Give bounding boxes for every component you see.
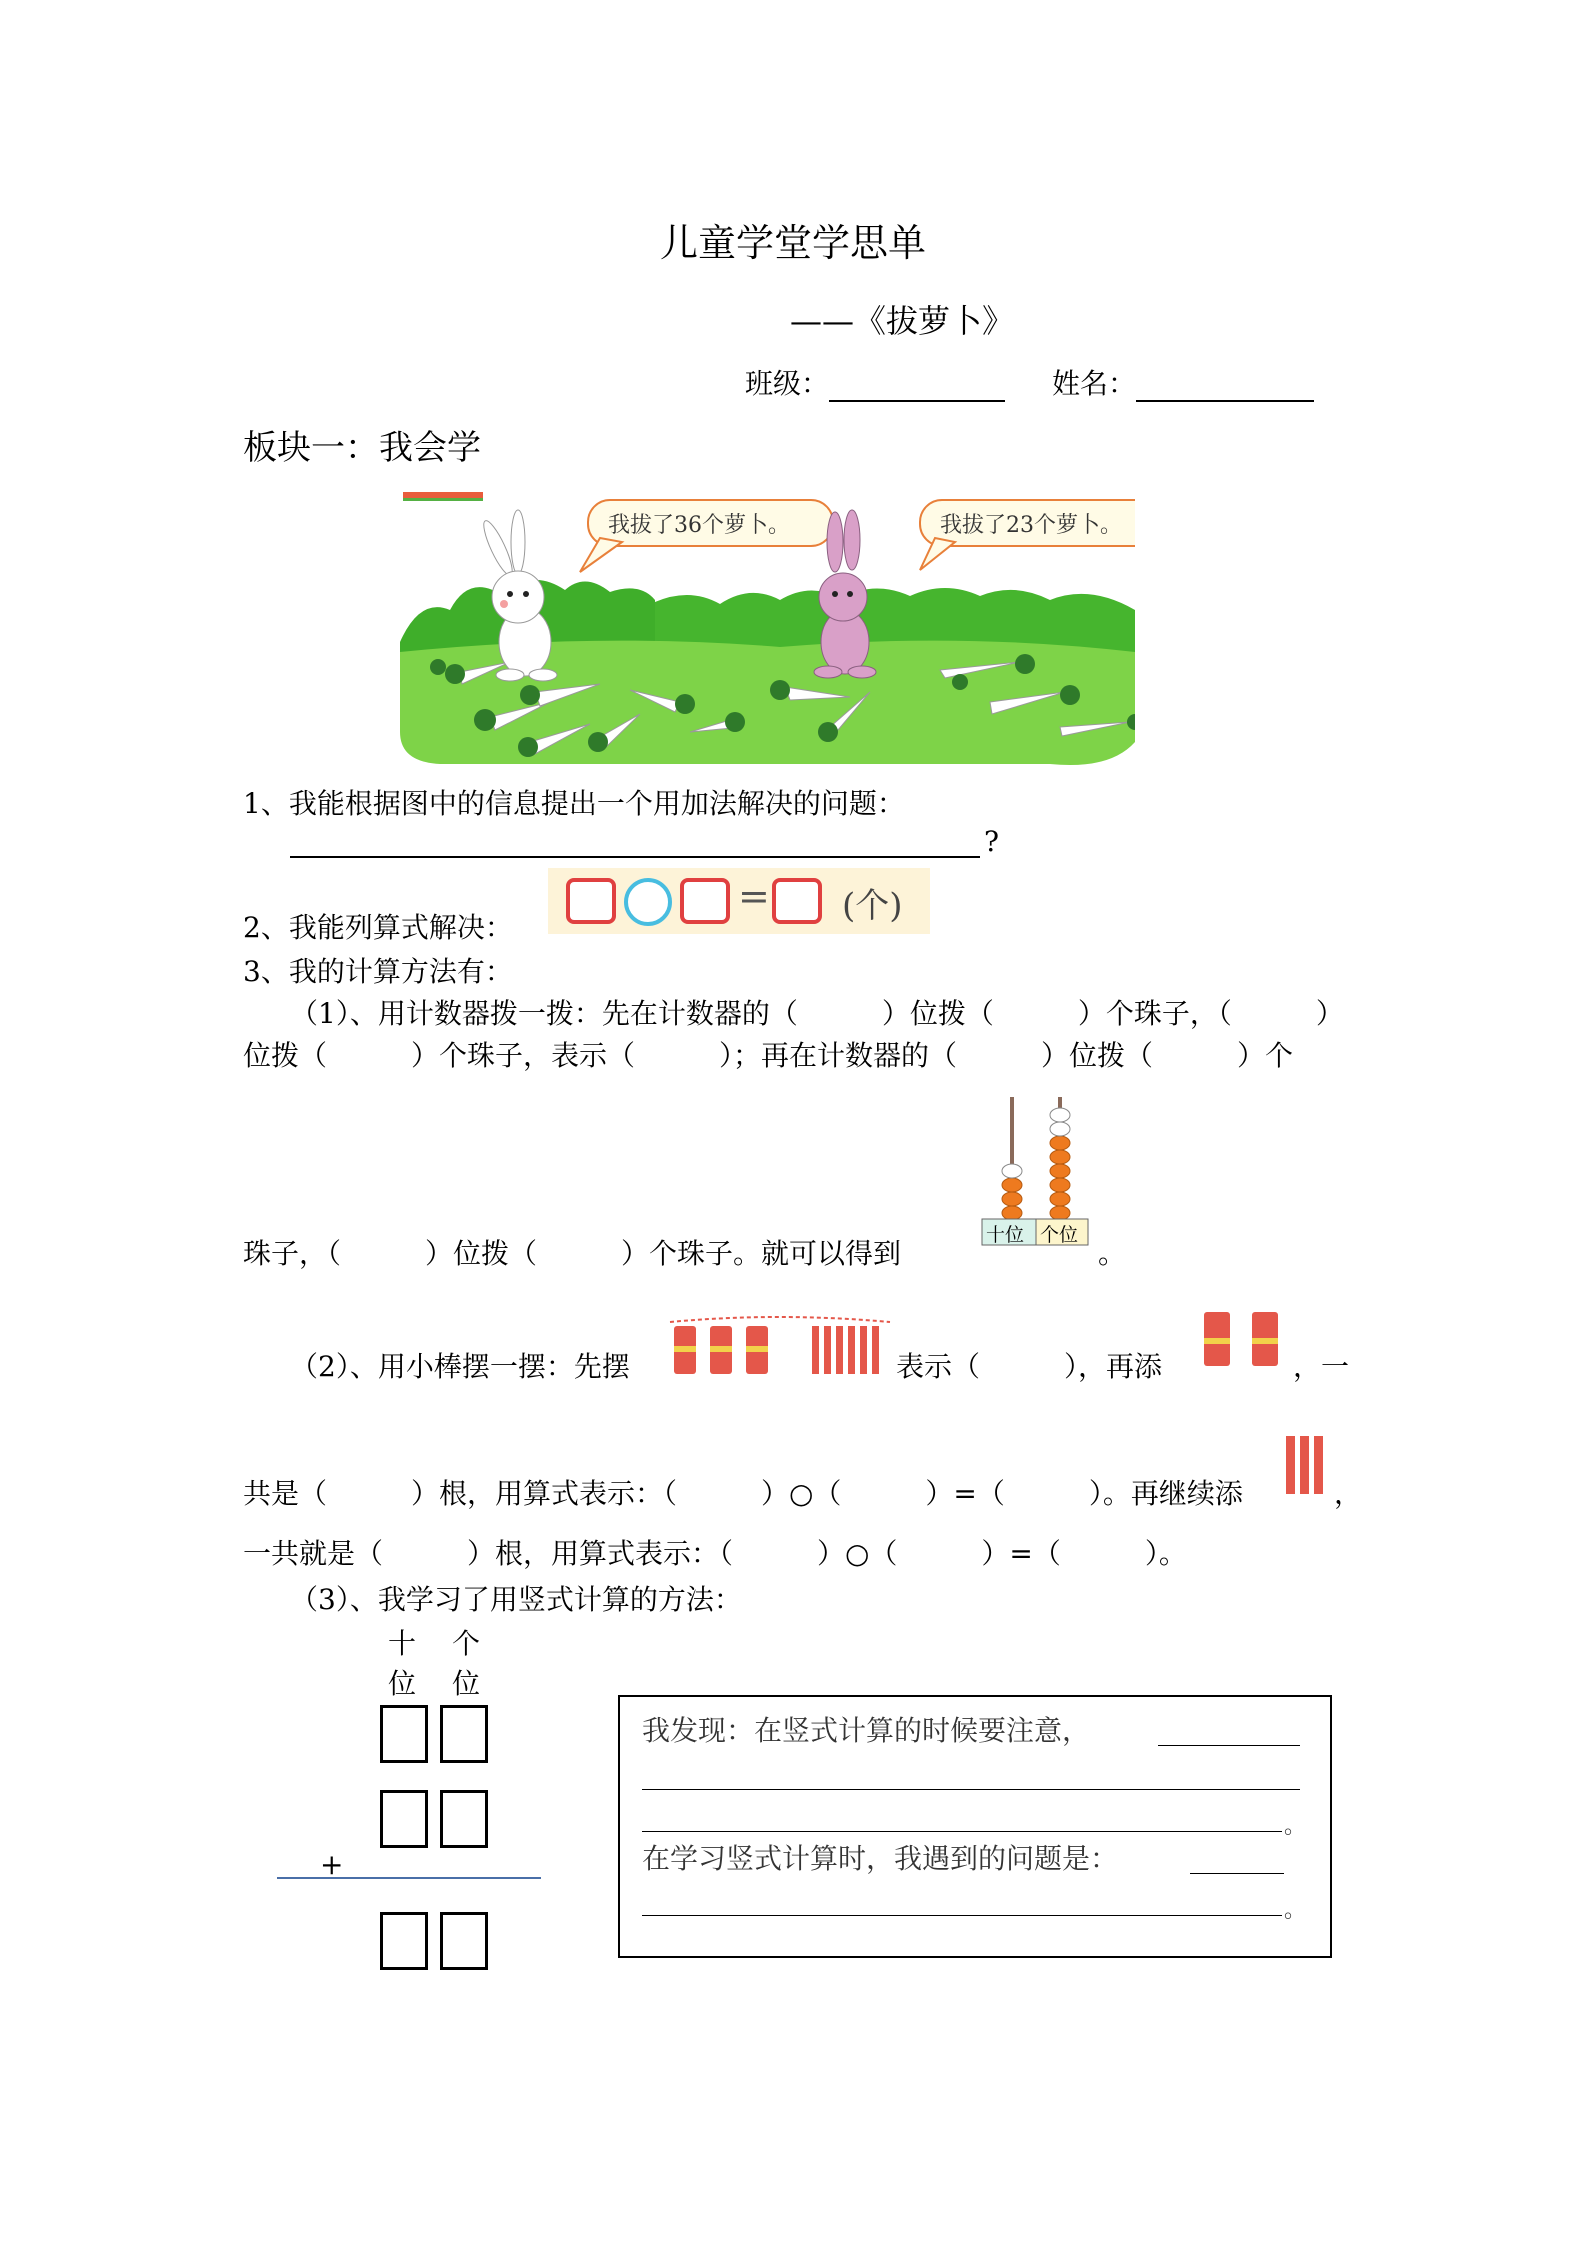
- abacus-tens-label: 十位: [986, 1224, 1025, 1246]
- sticks-36: [668, 1312, 893, 1378]
- bubble-right-text: 我拔了23个萝卜。: [940, 513, 1122, 538]
- method-2-line-1b: 表示（ ），再添: [896, 1350, 1163, 1383]
- bubble-left-text: 我拔了36个萝卜。: [608, 513, 790, 538]
- sticks-3: [1282, 1432, 1330, 1498]
- operator-circle[interactable]: [624, 878, 672, 926]
- section-heading: 板块一：我会学: [243, 428, 481, 468]
- method-1-line-1: （1）、用计数器拨一拨：先在计数器的（ ）位拨（ ）个珠子，（ ）: [290, 997, 1344, 1030]
- addend-1-ones-box[interactable]: [440, 1705, 488, 1763]
- addend-2-tens-box[interactable]: [380, 1790, 428, 1848]
- equation-template: [548, 868, 930, 934]
- reflection-prompt-1: 我发现：在竖式计算的时候要注意，: [642, 1714, 1091, 1747]
- sum-box[interactable]: [772, 878, 822, 924]
- question-1-mark: ?: [984, 825, 1000, 858]
- unit-label: (个): [842, 886, 903, 926]
- reflection-answer-line-1a[interactable]: [1158, 1745, 1300, 1746]
- method-2-line-2a: 共是（ ）根，用算式表示：（ ）○（ ）=（ ）。再继续添: [243, 1477, 1243, 1510]
- question-1: 1、我能根据图中的信息提出一个用加法解决的问题：: [243, 787, 905, 820]
- question-2: 2、我能列算式解决：: [243, 911, 513, 944]
- method-2-line-3: 一共就是（ ）根，用算式表示：（ ）○（ ）=（ ）。: [243, 1537, 1187, 1570]
- reflection-prompt-2: 在学习竖式计算时，我遇到的问题是：: [642, 1842, 1119, 1875]
- addend-box-2[interactable]: [680, 878, 730, 924]
- page-subtitle: ——《拔萝卜》: [790, 302, 1015, 340]
- carrot-illustration: [400, 492, 1135, 770]
- sum-line: [277, 1877, 541, 1879]
- question-1-answer-line[interactable]: [290, 828, 980, 858]
- reflection-period-1: 。: [1284, 1814, 1307, 1839]
- ones-label-top: 个: [452, 1627, 481, 1660]
- name-field: [1052, 362, 1314, 402]
- sticks-3-svg: [1282, 1432, 1330, 1498]
- question-3: 3、我的计算方法有：: [243, 955, 513, 988]
- reflection-box: [618, 1695, 1332, 1958]
- reflection-answer-line-1c[interactable]: [642, 1831, 1282, 1832]
- addend-box-1[interactable]: [566, 878, 616, 924]
- reflection-answer-line-2a[interactable]: [1190, 1873, 1284, 1874]
- ones-label-bottom: 位: [452, 1667, 481, 1700]
- method-1-line-2: 位拨（ ）个珠子，表示（ ）；再在计数器的（ ）位拨（ ）个: [243, 1039, 1294, 1072]
- plus-sign: +: [320, 1848, 344, 1881]
- name-label: 姓名：: [1052, 367, 1137, 400]
- reflection-answer-line-1b[interactable]: [642, 1789, 1300, 1790]
- method-1-period: 。: [1098, 1237, 1127, 1270]
- name-input-line[interactable]: [1136, 370, 1314, 402]
- equals-sign: =: [738, 874, 770, 918]
- sum-tens-box[interactable]: [380, 1912, 428, 1970]
- page-title: 儿童学堂学思单: [660, 221, 927, 265]
- addend-1-tens-box[interactable]: [380, 1705, 428, 1763]
- sum-ones-box[interactable]: [440, 1912, 488, 1970]
- sticks-36-svg: [668, 1312, 893, 1378]
- class-input-line[interactable]: [829, 370, 1005, 402]
- class-field: [745, 362, 1005, 402]
- tens-label-top: 十: [388, 1627, 417, 1660]
- method-2-line-1a: （2）、用小棒摆一摆：先摆: [290, 1350, 630, 1383]
- reflection-period-2: 。: [1284, 1898, 1307, 1923]
- method-1-line-3: 珠子，（ ）位拨（ ）个珠子。就可以得到: [243, 1237, 902, 1270]
- abacus: [980, 1095, 1090, 1247]
- method-2-line-1c: ，一: [1293, 1350, 1350, 1383]
- method-3-heading: （3）、我学习了用竖式计算的方法：: [290, 1583, 742, 1616]
- tens-label-bottom: 位: [388, 1667, 417, 1700]
- addend-2-ones-box[interactable]: [440, 1790, 488, 1848]
- abacus-ones-label: 个位: [1040, 1224, 1079, 1246]
- class-label: 班级：: [745, 367, 830, 400]
- sticks-20-svg: [1200, 1308, 1290, 1370]
- sticks-20: [1200, 1308, 1290, 1370]
- reflection-answer-line-2b[interactable]: [642, 1915, 1282, 1916]
- method-2-line-2b: ，: [1334, 1477, 1363, 1510]
- corner-mark: [403, 492, 483, 498]
